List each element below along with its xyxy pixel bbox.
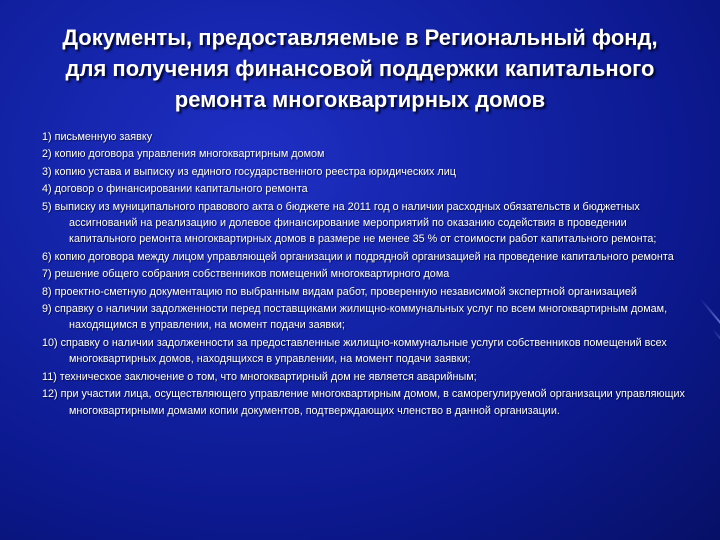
- slide-title: Документы, предоставляемые в Региональный фонд, для получения финансовой поддержки капитального ремонта многоквартирных домов: [62, 25, 658, 112]
- list-item: 8) проектно-сметную документацию по выбранным видам работ, проверенную независимой экспертной организацией: [42, 285, 637, 298]
- list-item: 6) копию договора между лицом управляющей организации и подрядной организацией на проведение капитального ремонта: [42, 250, 674, 263]
- list-item: 2) копию договора управления многоквартирным домом: [42, 148, 325, 161]
- decorative-line: [700, 299, 720, 354]
- list-item: 10) справку о наличии задолженности за предоставленные жилищно-коммунальные услуги собственников помещений всех многоквартирных домов, находящихся в управлении, на момент подачи заявки;: [42, 336, 667, 366]
- list-item: 1) письменную заявку: [42, 131, 153, 143]
- list-item: 3) копию устава и выписку из единого государственного реестра юридических лиц: [42, 165, 456, 178]
- list-item: 12) при участии лица, осуществляющего управление многоквартирным домом, в саморегулируемой организации управляющих многоквартирными домами копии документов, подтверждающих членство в данной организации.: [42, 388, 685, 417]
- list-item: 9) справку о наличии задолженности перед поставщиками жилищно-коммунальных услуг по всем многоквартирным домам, находящимся в управлении, на момент подачи заявки;: [42, 303, 668, 332]
- decorative-line: [712, 329, 720, 376]
- list-item: 11) техническое заключение о том, что многоквартирный дом не является аварийным;: [42, 370, 477, 383]
- documents-list: [42, 129, 692, 420]
- list-item: 7) решение общего собрания собственников помещений многоквартирного дома: [42, 268, 450, 281]
- list-item: 4) договор о финансировании капитального ремонта: [42, 183, 308, 196]
- list-item: 5) выписку из муниципального правового акта о бюджете на 2011 год о наличии расходных обязательств и бюджетных ассигнований на реализацию и долевое финансирование мероприятий по оказанию содействия в проведении капитального ремонта многоквартирных домов в размере не менее 35 % от стоимости работ капитального ремонта;: [42, 200, 657, 246]
